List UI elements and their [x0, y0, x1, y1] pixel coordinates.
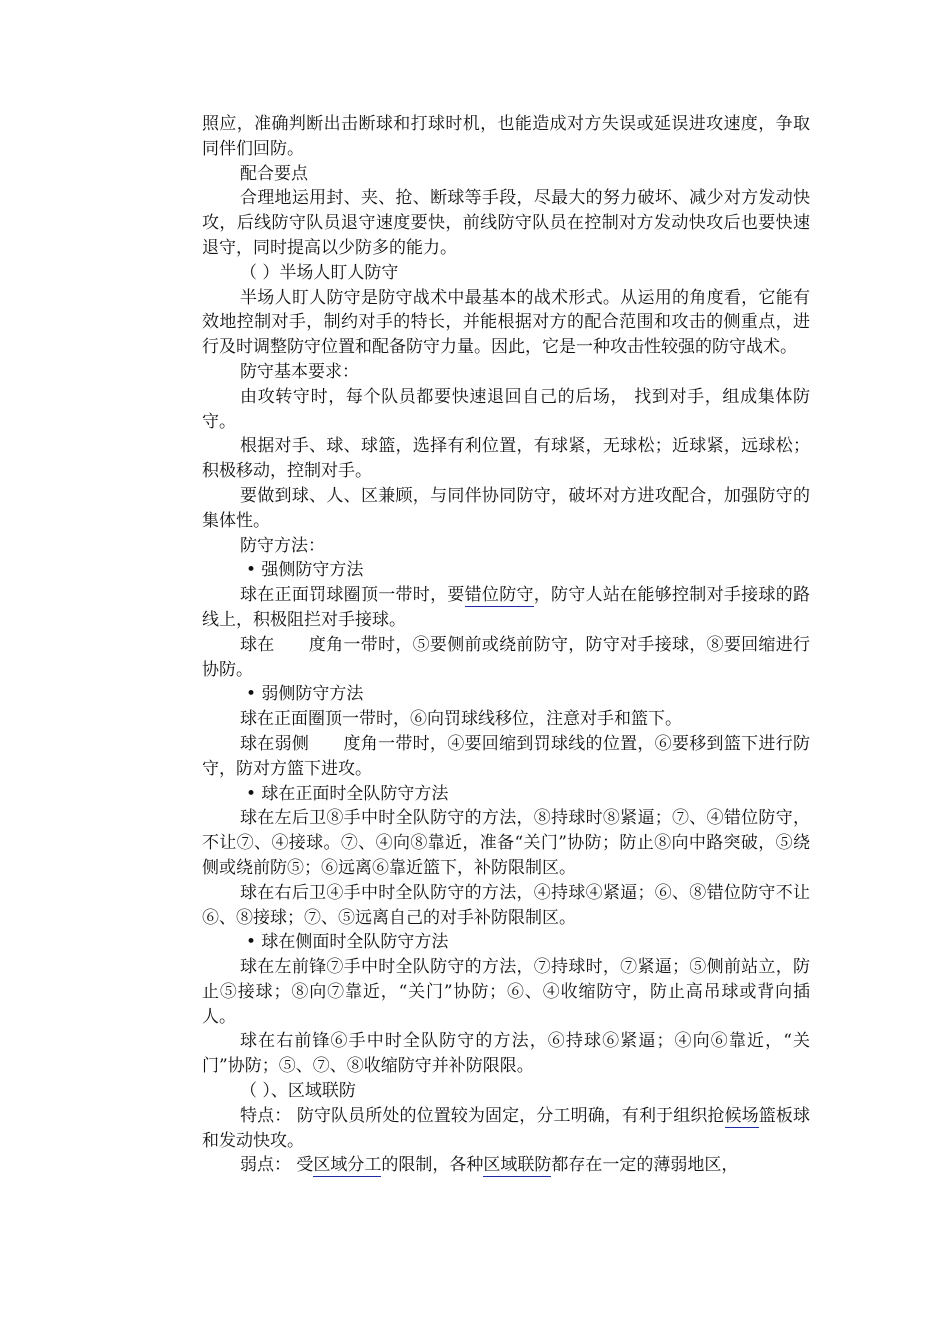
paragraph-coordination: 合理地运用封、夹、抢、断球等手段，尽最大的努力破坏、减少对方发动快攻，后线防守队员退守速度要快，前线防守队员在控制对方发动快攻后也要快速退守，同时提高以少防多的能力。 — [202, 188, 810, 258]
paragraph-weak-side-2 — [202, 732, 810, 782]
paragraph-intro: 照应，准确判断出击断球和打球时机，也能造成对方失误或延误进攻速度，争取同伴们回防。 — [202, 114, 810, 159]
bullet-weak-side: • 弱侧防守方法 — [246, 684, 364, 705]
text-segment: ，防守人站在能够控制对手接球的路线上，积极阻拦对手接球。 — [202, 585, 810, 630]
text-segment: 都存在一定的薄弱地区， — [551, 1155, 739, 1176]
paragraph-front-1: 球在左后卫⑧手中时全队防守的方法，⑧持球时⑧紧逼；⑦、④错位防守，不让⑦、④接球。⑦、④向⑧靠近，准备“关门”协防；防止⑧向中路突破，⑤绕侧或绕前防⑤；⑥远离⑥靠近篮下，补防限制区。 — [202, 808, 810, 878]
document-page — [202, 112, 810, 1178]
heading-zone-defense: （ ）、区域联防 — [240, 1081, 356, 1102]
text-segment: 的限制，各种 — [381, 1155, 484, 1176]
paragraph-weak-side-1: 球在正面圈顶一带时，⑥向罚球线移位，注意对手和篮下。 — [240, 709, 682, 730]
bullet-side-team-defense: • 球在侧面时全队防守方法 — [246, 932, 449, 953]
text-segment: 球在正面罚球圈顶一带时，要 — [240, 585, 465, 606]
link-offset-defense[interactable]: 错位防守 — [464, 585, 534, 606]
paragraph-requirement-2: 根据对手、球、球篮，选择有利位置，有球紧，无球松；近球紧，远球松；积极移动，控制对手。 — [202, 436, 810, 482]
heading-half-court-man-to-man: （ ）半场人盯人防守 — [240, 262, 399, 283]
bullet-front-team-defense: • 球在正面时全队防守方法 — [246, 783, 449, 804]
text-segment: 特点： 防守队员所处的位置较为固定，分工明确，有利于组织抢 — [240, 1105, 725, 1126]
text-segment: 篮板球和发动快攻。 — [202, 1105, 810, 1151]
text-segment: 度角一带时，⑤要侧前或绕前防守，防守对手接球，⑧要回缩进行协防。 — [202, 634, 811, 680]
link-zone-defense[interactable]: 区域联防 — [483, 1155, 552, 1176]
text-segment: 球在弱侧 — [240, 733, 310, 754]
text-segment: 球在 — [240, 634, 275, 655]
paragraph-requirement-1: 由攻转守时，每个队员都要快速退回自己的后场， 找到对手，组成集体防守。 — [202, 386, 810, 432]
paragraph-side-2: 球在右前锋⑥手中时全队防守的方法，⑥持球⑥紧逼；④向⑥靠近，“关门”协防；⑤、⑦、⑧收缩防守并补防限限。 — [202, 1031, 810, 1077]
link-waiting-position[interactable]: 候场 — [724, 1105, 759, 1126]
bullet-strong-side: • 强侧防守方法 — [246, 560, 364, 581]
paragraph-man-to-man-intro: 半场人盯人防守是防守战术中最基本的战术形式。从运用的角度看，它能有效地控制对手，制约对手的特长，并能根据对方的配合范围和攻击的侧重点，进行及时调整防守位置和配备防守力量。因此，它是一种攻击性较强的防守战术。 — [202, 287, 810, 358]
link-zone-division[interactable]: 区域分工 — [313, 1155, 382, 1176]
paragraph-strong-side-2 — [202, 633, 810, 683]
paragraph-side-1: 球在左前锋⑦手中时全队防守的方法，⑦持球时，⑦紧逼；⑤侧前站立，防止⑤接球；⑧向⑦靠近，“关门”协防；⑥、④收缩防守，防止高吊球或背向插人。 — [202, 957, 810, 1027]
paragraph-zone-features — [202, 1104, 810, 1154]
heading-coordination-points: 配合要点 — [240, 163, 308, 184]
heading-basic-requirements: 防守基本要求： — [240, 361, 359, 382]
paragraph-requirement-3: 要做到球、人、区兼顾，与同伴协同防守，破坏对方进攻配合，加强防守的集体性。 — [202, 485, 810, 531]
paragraph-front-2: 球在右后卫④手中时全队防守的方法，④持球④紧逼；⑥、⑧错位防守不让⑥、⑧接球；⑦、⑤远离自己的对手补防限制区。 — [202, 882, 810, 928]
text-segment: 度角一带时，④要回缩到罚球线的位置，⑥要移到篮下进行防守，防对方篮下进攻。 — [202, 733, 811, 779]
text-segment: 弱点： 受 — [240, 1155, 314, 1176]
paragraph-strong-side-1 — [202, 583, 810, 633]
heading-defense-methods: 防守方法： — [240, 535, 325, 556]
paragraph-zone-weakness — [202, 1153, 810, 1178]
